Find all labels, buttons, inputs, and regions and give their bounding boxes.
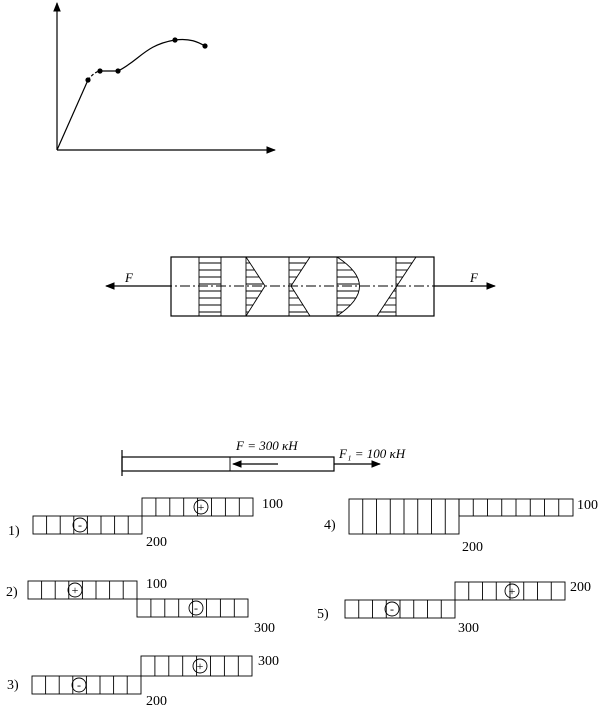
option-bottom-value: 200 [146, 535, 167, 550]
curve-point [97, 68, 102, 73]
loaded-beam [122, 438, 406, 476]
option-5 [317, 580, 591, 636]
sign-symbol: - [78, 518, 82, 532]
option-bottom-value: 300 [254, 621, 275, 636]
option-top-value: 100 [146, 577, 167, 592]
option-top-value: 100 [262, 497, 283, 512]
option-number: 4) [324, 518, 336, 533]
force-F-label: F = 300 κH [236, 438, 298, 453]
curve-point [85, 77, 90, 82]
sign-symbol: - [77, 678, 81, 692]
option-number: 1) [8, 524, 20, 539]
sign-symbol: - [390, 602, 394, 616]
option-top-value: 200 [570, 580, 591, 595]
option-1 [8, 497, 283, 550]
force-F1-label: F₁ = 100 κH [339, 446, 406, 461]
curve-point [172, 37, 177, 42]
sign-symbol: + [508, 584, 516, 598]
curve-point [202, 43, 207, 48]
sign-symbol: + [197, 500, 205, 514]
curve-point [115, 68, 120, 73]
option-bottom-value: 300 [458, 621, 479, 636]
option-bottom-value: 200 [146, 694, 167, 707]
sign-symbol: + [71, 583, 79, 597]
beam-body [122, 457, 334, 471]
force-right-label: F [470, 270, 478, 285]
hardening-segment [118, 39, 205, 71]
option-top-value: 100 [577, 498, 598, 513]
sign-symbol: - [194, 601, 198, 615]
option-number: 2) [6, 585, 18, 600]
option-number: 5) [317, 607, 329, 622]
option-number: 3) [7, 678, 19, 693]
stress-strain-graph [57, 3, 275, 150]
sign-symbol: + [196, 659, 204, 673]
option-3 [7, 654, 279, 707]
rod-stress-diagram [106, 257, 495, 316]
force-left-label: F [125, 270, 133, 285]
option-2 [6, 577, 275, 636]
option-4 [324, 498, 598, 555]
option-top-value: 300 [258, 654, 279, 669]
linear-segment [57, 80, 88, 150]
option-bottom-value: 200 [462, 540, 483, 555]
